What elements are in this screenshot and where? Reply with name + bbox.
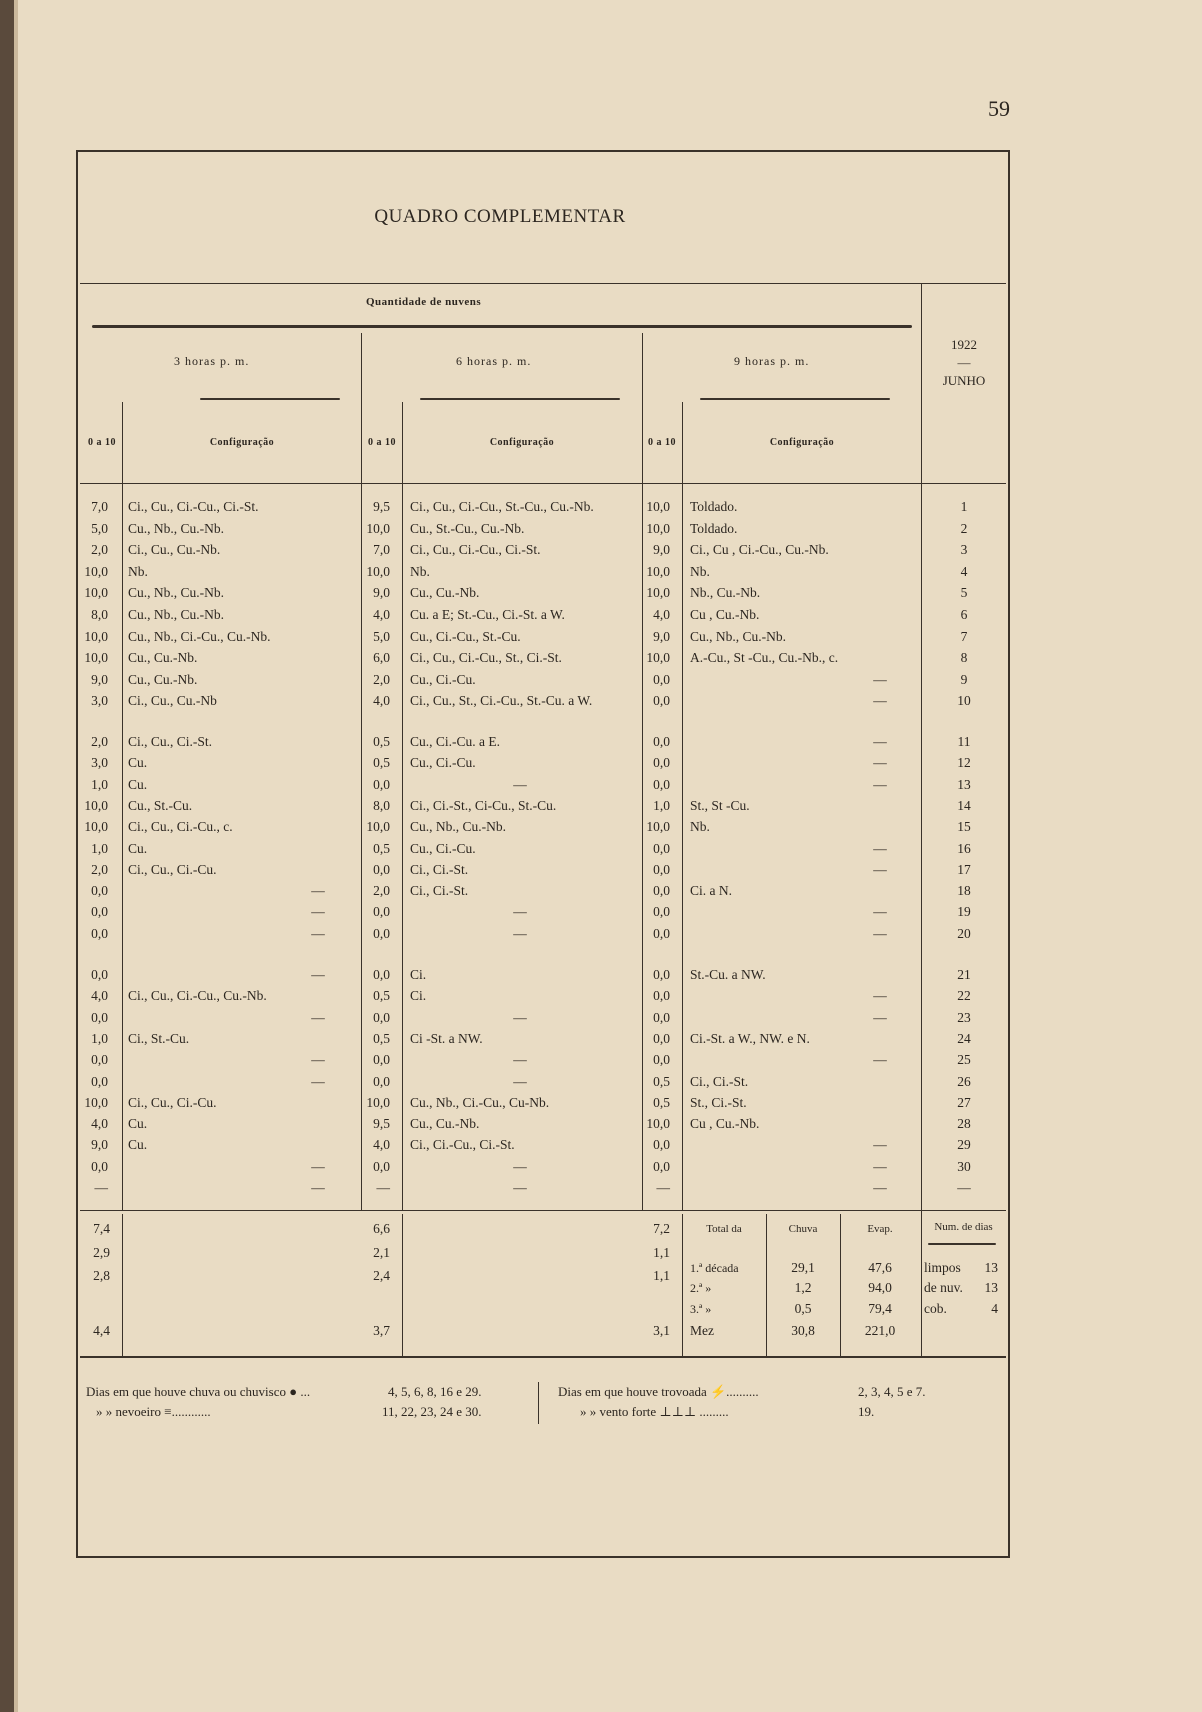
col-divider-c <box>682 402 683 1210</box>
config-6pm: — <box>513 1052 527 1067</box>
config-6pm: Ci -St. a NW. <box>410 1031 483 1046</box>
rule-under-title <box>80 283 1006 284</box>
cloud-9pm: 0,0 <box>653 1010 670 1025</box>
summary-mean-a <box>82 1290 110 1310</box>
day-number: 17 <box>957 862 971 877</box>
cloud-6pm: 0,5 <box>373 755 390 770</box>
summary-mean-b: 3,7 <box>373 1323 390 1338</box>
cloud-9pm: 0,0 <box>653 693 670 708</box>
cloud-9pm: 0,0 <box>653 755 670 770</box>
config-6pm: — <box>513 1010 527 1025</box>
config-9pm: — <box>873 734 887 749</box>
cloud-9pm: 10,0 <box>646 564 670 579</box>
cloud-6pm: 2,0 <box>373 883 390 898</box>
cloud-3pm: 1,0 <box>91 1031 108 1046</box>
page-number: 59 <box>988 96 1010 121</box>
config-9pm: — <box>873 693 887 708</box>
day-number: 10 <box>957 693 971 708</box>
month-total-chuva: 30,8 <box>791 1323 815 1338</box>
time2-underline <box>420 398 620 400</box>
config-6pm: Ci., Cu., St., Ci.-Cu., St.-Cu. a W. <box>410 693 593 708</box>
config-9pm: — <box>873 777 887 792</box>
config-9pm: — <box>873 904 887 919</box>
config-9pm: — <box>873 672 887 687</box>
cloud-9pm: 0,0 <box>653 904 670 919</box>
config-3pm: Cu., Cu.-Nb. <box>128 672 198 687</box>
cloud-6pm: 7,0 <box>373 542 390 557</box>
cloud-3pm: 9,0 <box>91 672 108 687</box>
cloud-3pm: 0,0 <box>91 967 108 982</box>
day-number: 8 <box>960 650 968 665</box>
day-number: 5 <box>960 585 968 600</box>
config-6pm: Cu., Nb., Ci.-Cu., Cu-Nb. <box>410 1095 550 1110</box>
config-9pm: — <box>873 1180 887 1195</box>
summary-mean-c: 1,1 <box>653 1245 670 1260</box>
day-number: 27 <box>957 1095 971 1110</box>
cloud-6pm: 0,5 <box>373 734 390 749</box>
cloud-6pm: 2,0 <box>373 672 390 687</box>
cloud-3pm: 4,0 <box>91 988 108 1003</box>
cloud-3pm: — <box>94 1180 108 1195</box>
config-9pm: St.-Cu. a NW. <box>690 967 766 982</box>
day-number: — <box>957 1180 971 1195</box>
summary-mean-a: 2,9 <box>93 1245 110 1260</box>
cloud-3pm: 10,0 <box>84 564 108 579</box>
config-6pm: Ci. <box>410 967 427 982</box>
cloud-3pm: 10,0 <box>84 819 108 834</box>
cloud-6pm: 10,0 <box>366 521 390 536</box>
config-3pm: Cu. <box>128 1137 148 1152</box>
config-3pm: Cu., Nb., Ci.-Cu., Cu.-Nb. <box>128 629 271 644</box>
cloud-9pm: 4,0 <box>653 607 670 622</box>
sum-header-total: Total da <box>706 1223 742 1235</box>
cloud-6pm: 4,0 <box>373 693 390 708</box>
cloud-6pm: 4,0 <box>373 1137 390 1152</box>
cloud-6pm: 5,0 <box>373 629 390 644</box>
cloud-6pm: 9,0 <box>373 585 390 600</box>
cloud-3pm: 3,0 <box>91 755 108 770</box>
summary-mean-b: 2,4 <box>373 1268 390 1283</box>
footer-rain-days: 4, 5, 6, 8, 16 e 29. <box>388 1384 482 1399</box>
config-9pm: Toldado. <box>690 499 738 514</box>
day-number: 3 <box>960 542 968 557</box>
decade-3-chuva: 0,5 <box>794 1301 812 1316</box>
config-3pm: — <box>311 1180 325 1195</box>
cloud-3pm: 2,0 <box>91 542 108 557</box>
cloud-3pm: 1,0 <box>91 777 108 792</box>
config-6pm: Cu., Ci.-Cu., St.-Cu. <box>410 629 521 644</box>
cloud-3pm: 5,0 <box>91 521 108 536</box>
cloud-3pm: 1,0 <box>91 841 108 856</box>
cloud-9pm: 0,0 <box>653 988 670 1003</box>
config-3pm: Cu., Nb., Cu.-Nb. <box>128 607 225 622</box>
day-number: 29 <box>957 1137 971 1152</box>
config-9pm: — <box>873 862 887 877</box>
cloud-3pm: 2,0 <box>91 862 108 877</box>
config-9pm: Cu., Nb., Cu.-Nb. <box>690 629 787 644</box>
num-value-2: 13 <box>984 1280 998 1295</box>
cloud-6pm: 0,0 <box>373 1074 390 1089</box>
cloud-6pm: 10,0 <box>366 1095 390 1110</box>
config-6pm: Cu., Cu.-Nb. <box>410 1116 480 1131</box>
cloud-9pm: 0,0 <box>653 926 670 941</box>
day-number: 2 <box>960 521 968 536</box>
day-number: 20 <box>957 926 971 941</box>
scale-header-b: 0 a 10 <box>368 437 396 448</box>
config-3pm: — <box>311 1010 325 1025</box>
config-3pm: Ci., Cu., Cu.-Nb. <box>128 542 221 557</box>
cloud-3pm: 0,0 <box>91 1074 108 1089</box>
summary-mean-b: 6,6 <box>373 1221 390 1236</box>
cloud-9pm: 0,0 <box>653 1052 670 1067</box>
day-number: 16 <box>957 841 971 856</box>
config-9pm: — <box>873 1159 887 1174</box>
month-total-evap: 221,0 <box>864 1323 896 1338</box>
config-6pm: — <box>513 926 527 941</box>
config-6pm: — <box>513 777 527 792</box>
cloud-9pm: 10,0 <box>646 1116 670 1131</box>
cloud-3pm: 0,0 <box>91 1010 108 1025</box>
summary-mean-b: 2,1 <box>373 1245 390 1260</box>
col-divider-a <box>122 402 123 1210</box>
cloud-6pm: 10,0 <box>366 819 390 834</box>
decade-3-evap: 79,4 <box>868 1301 892 1316</box>
config-3pm: Ci., Cu., Ci.-St. <box>128 734 213 749</box>
cloud-6pm: 0,5 <box>373 988 390 1003</box>
cloud-6pm: 4,0 <box>373 607 390 622</box>
cloud-3pm: 0,0 <box>91 883 108 898</box>
config-3pm: — <box>311 883 325 898</box>
cloud-6pm: 6,0 <box>373 650 390 665</box>
day-number: 14 <box>957 798 971 813</box>
sum-divider-a <box>122 1214 123 1356</box>
cloud-3pm: 3,0 <box>91 693 108 708</box>
config-3pm: Ci., Cu., Ci.-Cu. <box>128 862 217 877</box>
config-6pm: Ci., Ci.-St. <box>410 862 469 877</box>
cloud-9pm: 0,0 <box>653 777 670 792</box>
config-9pm: — <box>873 1137 887 1152</box>
config-9pm: Cu , Cu.-Nb. <box>690 1116 760 1131</box>
time-3pm: 3 horas p. m. <box>174 354 250 368</box>
cloud-9pm: 9,0 <box>653 542 670 557</box>
cloud-9pm: 0,0 <box>653 672 670 687</box>
cloud-6pm: 8,0 <box>373 798 390 813</box>
summary-mean-a: 4,4 <box>93 1323 110 1338</box>
day-number: 28 <box>957 1116 971 1131</box>
cloud-3pm: 0,0 <box>91 904 108 919</box>
cloud-6pm: 9,5 <box>373 1116 390 1131</box>
config-6pm: Cu., Ci.-Cu. <box>410 672 476 687</box>
day-number: 7 <box>960 629 968 644</box>
decade-2-label: 2.ª » <box>690 1281 712 1295</box>
config-9pm: Ci. a N. <box>690 883 732 898</box>
decade-1-chuva: 29,1 <box>791 1260 815 1275</box>
day-number: 22 <box>957 988 971 1003</box>
cloud-9pm: 0,0 <box>653 862 670 877</box>
config-9pm: Nb. <box>690 564 710 579</box>
config-6pm: Ci., Ci.-Cu., Ci.-St. <box>410 1137 515 1152</box>
cloud-3pm: 0,0 <box>91 1052 108 1067</box>
cloud-9pm: 0,5 <box>653 1095 670 1110</box>
cloud-6pm: 0,0 <box>373 1010 390 1025</box>
cloud-3pm: 10,0 <box>84 629 108 644</box>
config-3pm: Ci., Cu., Ci.-Cu., Ci.-St. <box>128 499 259 514</box>
config-header-a: Configuração <box>209 437 275 448</box>
config-3pm: — <box>311 1074 325 1089</box>
config-9pm: — <box>873 926 887 941</box>
config-3pm: Cu., Nb., Cu.-Nb. <box>128 521 225 536</box>
config-3pm: Ci., Cu., Ci.-Cu. <box>128 1095 217 1110</box>
config-3pm: Cu. <box>128 777 148 792</box>
config-6pm: Ci., Ci.-St. <box>410 883 469 898</box>
num-label-2: de nuv. <box>924 1280 963 1295</box>
day-number: 9 <box>960 672 968 687</box>
footer-divider <box>538 1382 539 1424</box>
col-divider-b <box>402 402 403 1210</box>
cloud-9pm: 0,0 <box>653 841 670 856</box>
cloud-9pm: 0,0 <box>653 967 670 982</box>
cloud-9pm: 10,0 <box>646 650 670 665</box>
cloud-3pm: 8,0 <box>91 607 108 622</box>
day-number: 1 <box>960 499 968 514</box>
config-9pm: St., Ci.-St. <box>690 1095 747 1110</box>
group-underline <box>92 325 912 328</box>
config-6pm: Ci., Cu., Ci.-Cu., St., Ci.-St. <box>410 650 562 665</box>
config-3pm: — <box>311 904 325 919</box>
rule-before-footer <box>80 1356 1006 1358</box>
config-9pm: Toldado. <box>690 521 738 536</box>
cloud-9pm: 0,0 <box>653 883 670 898</box>
config-header-b: Configuração <box>489 437 555 448</box>
config-6pm: Cu., Ci.-Cu. a E. <box>410 734 500 749</box>
cloud-9pm: 10,0 <box>646 499 670 514</box>
day-number: 21 <box>957 967 971 982</box>
config-9pm: Cu , Cu.-Nb. <box>690 607 760 622</box>
config-3pm: Cu., St.-Cu. <box>128 798 193 813</box>
config-9pm: A.-Cu., St -Cu., Cu.-Nb., c. <box>690 650 839 665</box>
rule-before-summary <box>80 1210 1006 1211</box>
cloud-6pm: 0,5 <box>373 1031 390 1046</box>
day-number: 13 <box>957 777 971 792</box>
cloud-6pm: — <box>376 1180 390 1195</box>
cloud-6pm: 0,5 <box>373 841 390 856</box>
date-header <box>922 336 1006 390</box>
config-6pm: Ci., Cu., Ci.-Cu., Ci.-St. <box>410 542 541 557</box>
config-3pm: Ci., St.-Cu. <box>128 1031 190 1046</box>
footer-wind-days: 19. <box>858 1404 875 1419</box>
config-3pm: Ci., Cu., Ci.-Cu., c. <box>128 819 233 834</box>
cloud-6pm: 0,0 <box>373 967 390 982</box>
footer-rain-label: Dias em que houve chuva ou chuvisco ● ... <box>86 1384 311 1399</box>
day-number: 25 <box>957 1052 971 1067</box>
cloud-9pm: 0,0 <box>653 1159 670 1174</box>
day-number: 26 <box>957 1074 971 1089</box>
day-number: 24 <box>957 1031 971 1046</box>
decade-1-label: 1.ª década <box>690 1261 739 1275</box>
cloud-3pm: 0,0 <box>91 926 108 941</box>
footer-thunder-days: 2, 3, 4, 5 e 7. <box>858 1384 926 1399</box>
time1-underline <box>200 398 340 400</box>
cloud-3pm: 10,0 <box>84 1095 108 1110</box>
config-9pm: Nb. <box>690 819 710 834</box>
config-9pm: — <box>873 1010 887 1025</box>
footer-fog-days: 11, 22, 23, 24 e 30. <box>382 1404 482 1419</box>
scale-header-c: 0 a 10 <box>648 437 676 448</box>
decade-3-label: 3.ª » <box>690 1302 712 1316</box>
num-label-3: cob. <box>924 1301 947 1316</box>
config-6pm: Nb. <box>410 564 430 579</box>
cloud-9pm: 9,0 <box>653 629 670 644</box>
year-dash: — <box>957 355 971 370</box>
config-9pm: Ci.-St. a W., NW. e N. <box>690 1031 810 1046</box>
cloud-6pm: 0,0 <box>373 1159 390 1174</box>
cloud-6pm: 0,0 <box>373 926 390 941</box>
day-number: 4 <box>960 564 968 579</box>
config-3pm: — <box>311 1159 325 1174</box>
day-number: 15 <box>957 819 971 834</box>
summary-mean-c <box>642 1290 670 1310</box>
num-label-1: limpos <box>924 1260 961 1275</box>
config-6pm: Ci., Ci.-St., Ci-Cu., St.-Cu. <box>410 798 557 813</box>
config-9pm: Ci., Cu , Ci.-Cu., Cu.-Nb. <box>690 542 829 557</box>
config-6pm: — <box>513 1180 527 1195</box>
config-9pm: Ci., Ci.-St. <box>690 1074 749 1089</box>
config-9pm: — <box>873 841 887 856</box>
config-3pm: Cu. <box>128 841 148 856</box>
cloud-9pm: 1,0 <box>653 798 670 813</box>
num-underline <box>928 1243 996 1245</box>
month-label: JUNHO <box>942 373 986 388</box>
config-6pm: — <box>513 1074 527 1089</box>
footer-fog-label: » » nevoeiro ≡............ <box>96 1404 211 1419</box>
cloud-3pm: 10,0 <box>84 650 108 665</box>
decade-2-chuva: 1,2 <box>794 1280 812 1295</box>
cloud-3pm: 7,0 <box>91 499 108 514</box>
config-6pm: Ci. <box>410 988 427 1003</box>
summary-mean-b <box>362 1290 390 1310</box>
config-9pm: — <box>873 755 887 770</box>
cloud-9pm: 10,0 <box>646 819 670 834</box>
cloud-6pm: 10,0 <box>366 564 390 579</box>
num-value-1: 13 <box>984 1260 998 1275</box>
config-3pm: Ci., Cu., Cu.-Nb <box>128 693 217 708</box>
summary-mean-c: 3,1 <box>653 1323 670 1338</box>
cloud-6pm: 0,0 <box>373 777 390 792</box>
cloud-9pm: 0,0 <box>653 1031 670 1046</box>
cloud-3pm: 9,0 <box>91 1137 108 1152</box>
cloud-6pm: 0,0 <box>373 1052 390 1067</box>
page-title: QUADRO COMPLEMENTAR <box>374 206 626 227</box>
footer-wind-label: » » vento forte ⊥⊥⊥ ......... <box>580 1404 729 1419</box>
time-9pm: 9 horas p. m. <box>734 354 810 368</box>
sum-header-evap: Evap. <box>867 1223 893 1235</box>
sum-header-chuva: Chuva <box>788 1223 818 1235</box>
cloud-3pm: 0,0 <box>91 1159 108 1174</box>
time-6pm: 6 horas p. m. <box>456 354 532 368</box>
config-3pm: Cu. <box>128 1116 148 1131</box>
cloud-9pm: 10,0 <box>646 585 670 600</box>
cloud-9pm: 0,5 <box>653 1074 670 1089</box>
config-3pm: — <box>311 926 325 941</box>
config-6pm: — <box>513 1159 527 1174</box>
summary-mean-c: 7,2 <box>653 1221 670 1236</box>
sum-divider-b <box>402 1214 403 1356</box>
cloud-6pm: 9,5 <box>373 499 390 514</box>
cloud-9pm: 0,0 <box>653 734 670 749</box>
config-9pm: — <box>873 988 887 1003</box>
config-6pm: Cu., Ci.-Cu. <box>410 841 476 856</box>
config-6pm: Cu., Nb., Cu.-Nb. <box>410 819 507 834</box>
sum-header-num: Num. de dias <box>934 1221 993 1233</box>
config-6pm: Cu., Ci.-Cu. <box>410 755 476 770</box>
group-header: Quantidade de nuvens <box>366 296 482 308</box>
cloud-3pm: 10,0 <box>84 585 108 600</box>
num-value-3: 4 <box>991 1301 998 1316</box>
config-6pm: Cu., St.-Cu., Cu.-Nb. <box>410 521 525 536</box>
config-3pm: Cu., Cu.-Nb. <box>128 650 198 665</box>
scale-header-a: 0 a 10 <box>88 437 116 448</box>
day-number: 30 <box>957 1159 971 1174</box>
config-3pm: — <box>311 967 325 982</box>
config-header-c: Configuração <box>769 437 835 448</box>
summary-mean-a: 2,8 <box>93 1268 110 1283</box>
cloud-3pm: 4,0 <box>91 1116 108 1131</box>
summary-mean-c: 1,1 <box>653 1268 670 1283</box>
month-total-label: Mez <box>690 1323 714 1338</box>
footer-thunder-label: Dias em que houve trovoada ⚡.......... <box>558 1384 759 1399</box>
day-number: 12 <box>957 755 971 770</box>
binding-edge <box>0 0 14 1712</box>
config-9pm: St., St -Cu. <box>690 798 750 813</box>
config-3pm: Cu. <box>128 755 148 770</box>
cloud-3pm: 10,0 <box>84 798 108 813</box>
day-number: 19 <box>957 904 971 919</box>
config-9pm: — <box>873 1052 887 1067</box>
day-number: 11 <box>957 734 971 749</box>
day-number: 6 <box>960 607 968 622</box>
config-3pm: Cu., Nb., Cu.-Nb. <box>128 585 225 600</box>
binding-shadow <box>14 0 18 1712</box>
cloud-6pm: 0,0 <box>373 862 390 877</box>
day-number: 18 <box>957 883 971 898</box>
year-label: 1922 <box>951 337 977 352</box>
cloud-9pm: 10,0 <box>646 521 670 536</box>
decade-2-evap: 94,0 <box>868 1280 892 1295</box>
summary-mean-a: 7,4 <box>93 1221 110 1236</box>
day-number: 23 <box>957 1010 971 1025</box>
config-6pm: Cu. a E; St.-Cu., Ci.-St. a W. <box>410 607 565 622</box>
config-3pm: Ci., Cu., Ci.-Cu., Cu.-Nb. <box>128 988 267 1003</box>
time3-underline <box>700 398 890 400</box>
cloud-6pm: 0,0 <box>373 904 390 919</box>
config-3pm: Nb. <box>128 564 148 579</box>
cloud-3pm: 2,0 <box>91 734 108 749</box>
cloud-9pm: — <box>656 1180 670 1195</box>
decade-1-evap: 47,6 <box>868 1260 892 1275</box>
config-3pm: — <box>311 1052 325 1067</box>
config-6pm: Ci., Cu., Ci.-Cu., St.-Cu., Cu.-Nb. <box>410 499 594 514</box>
cloud-9pm: 0,0 <box>653 1137 670 1152</box>
config-6pm: Cu., Cu.-Nb. <box>410 585 480 600</box>
config-9pm: Nb., Cu.-Nb. <box>690 585 761 600</box>
rule-under-header <box>80 483 1006 484</box>
config-6pm: — <box>513 904 527 919</box>
